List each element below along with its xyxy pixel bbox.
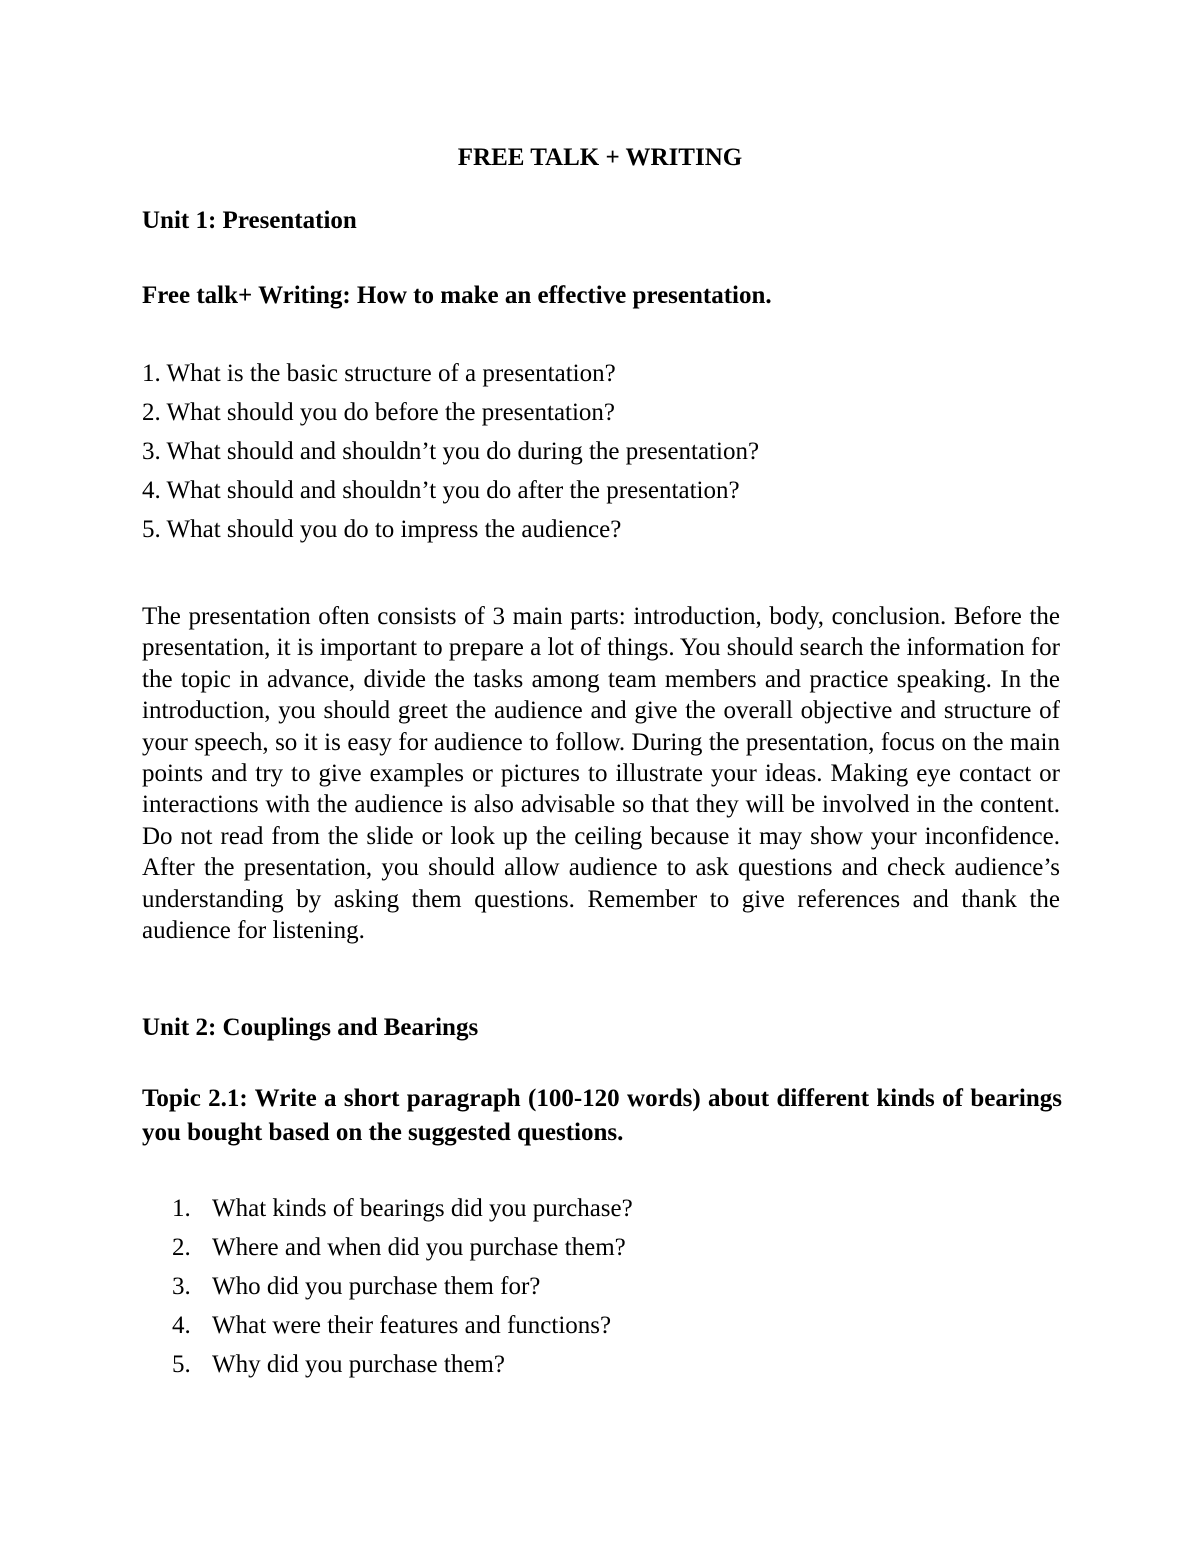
unit2-question bbox=[172, 1345, 1052, 1384]
unit1-subheading: Free talk+ Writing: How to make an effective presentation. bbox=[142, 282, 772, 309]
unit1-question: 1. What is the basic structure of a presentation? bbox=[142, 360, 616, 387]
unit1-heading: Unit 1: Presentation bbox=[142, 207, 357, 234]
unit2-question-list bbox=[172, 1189, 1052, 1384]
unit2-question bbox=[172, 1189, 1052, 1228]
question-number: 5. bbox=[172, 1351, 191, 1378]
question-number: 2. bbox=[172, 1234, 191, 1261]
unit2-question bbox=[172, 1228, 1052, 1267]
unit2-question bbox=[172, 1267, 1052, 1306]
unit2-heading: Unit 2: Couplings and Bearings bbox=[142, 1014, 479, 1041]
question-number: 4. bbox=[172, 1312, 191, 1339]
topic-2-1-prompt: Topic 2.1: Write a short paragraph (100-120 words) about different kinds of bearings you bought based on the suggested questions. bbox=[142, 1085, 1062, 1146]
question-text: What were their features and functions? bbox=[212, 1312, 612, 1339]
unit1-question: 4. What should and shouldn’t you do after the presentation? bbox=[142, 477, 740, 504]
unit1-question: 3. What should and shouldn’t you do during the presentation? bbox=[142, 438, 760, 465]
question-number: 3. bbox=[172, 1273, 191, 1300]
unit1-answer-paragraph: The presentation often consists of 3 main parts: introduction, body, conclusion. Before the presentation, it is important to prepare a lot of things. You should search the information for the topic in advance, divide the tasks among team members and practice speaking. In the introduction, you should greet the audience and give the overall objective and structure of your speech, so it is easy for audience to follow. During the presentation, focus on the main points and try to give examples or pictures to illustrate your ideas. Making eye contact or interactions with the audience is also advisable so that they will be involved in the content. Do not read from the slide or look up the ceiling because it may show your inconfidence. After the presentation, you should allow audience to ask questions and check audience’s understanding by asking them questions. Remember to give references and thank the audience for listening. bbox=[142, 603, 1060, 945]
question-text: Who did you purchase them for? bbox=[212, 1273, 541, 1300]
document-title: FREE TALK + WRITING bbox=[457, 144, 743, 171]
question-text: Where and when did you purchase them? bbox=[212, 1234, 626, 1261]
question-text: Why did you purchase them? bbox=[212, 1351, 505, 1378]
unit1-question: 2. What should you do before the presentation? bbox=[142, 399, 616, 426]
unit1-question: 5. What should you do to impress the audience? bbox=[142, 516, 622, 543]
unit1-question-list bbox=[142, 354, 1062, 549]
question-text: What kinds of bearings did you purchase? bbox=[212, 1195, 633, 1222]
question-number: 1. bbox=[172, 1195, 191, 1222]
unit2-question bbox=[172, 1306, 1052, 1345]
